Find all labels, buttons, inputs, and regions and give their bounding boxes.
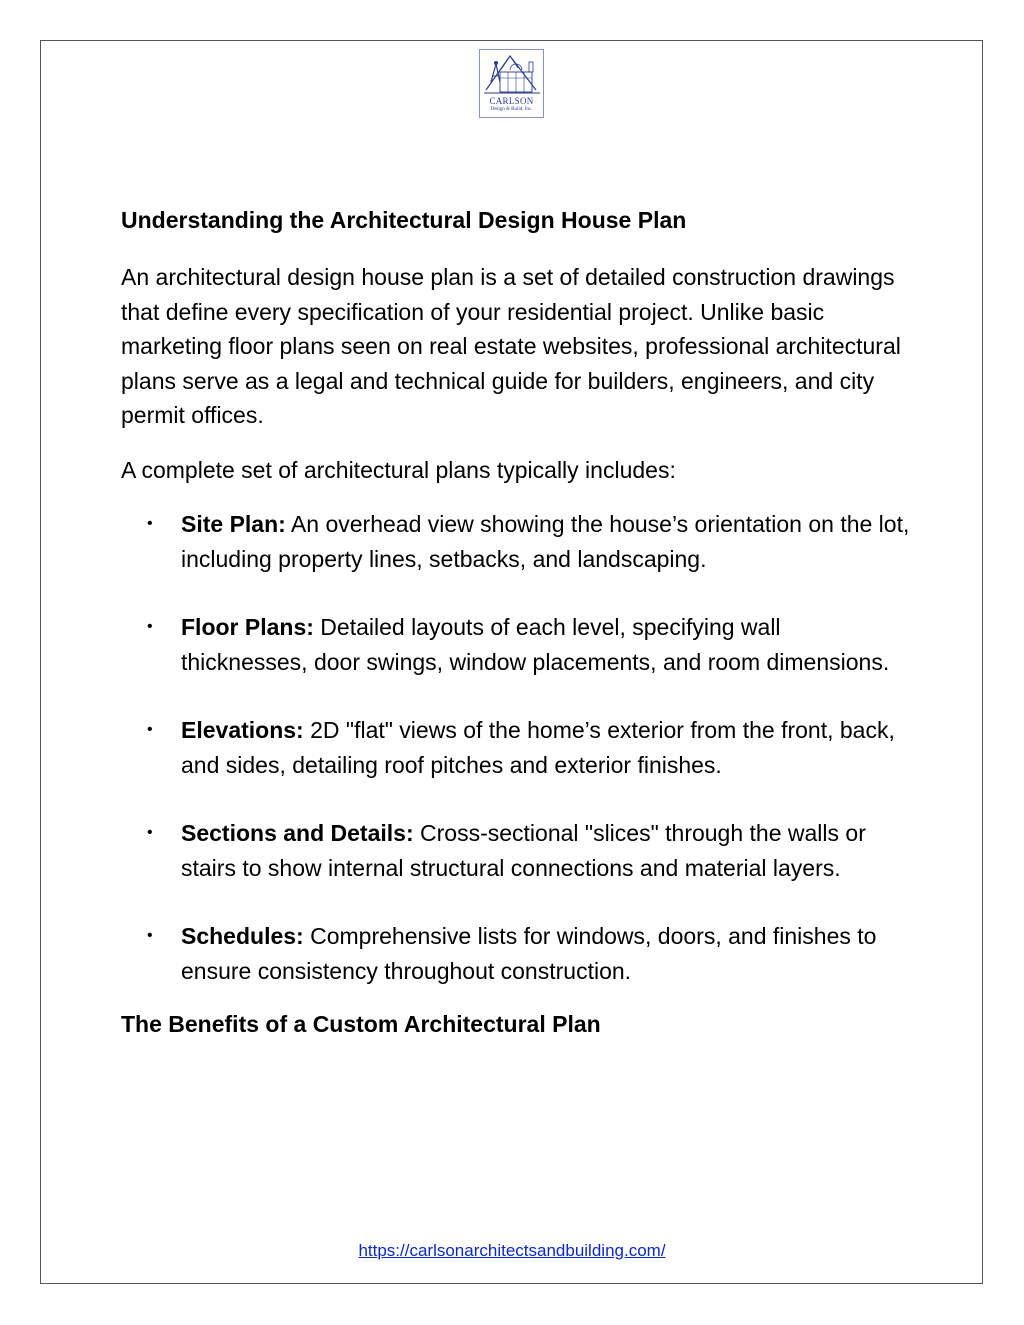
plan-components-list [121,507,911,988]
logo-company-subtitle: Design & Build, Inc. [490,107,533,112]
list-item-text: Detailed layouts of each level, specifying wall thicknesses, door swings, window placements, and room dimensions. [181,614,890,675]
list-item-term: Site Plan: [181,511,286,537]
list-item-term: Elevations: [181,717,304,743]
list-item-text: Cross-sectional "slices" through the walls or stairs to show internal structural connections and material layers. [181,820,866,881]
document-title: Understanding the Architectural Design House Plan [121,207,687,233]
list-item [121,507,911,576]
list-item [121,610,911,679]
footer [0,1241,1024,1261]
document-body [121,204,911,1040]
list-item [121,816,911,885]
list-intro-paragraph: A complete set of architectural plans typically includes: [121,456,676,483]
list-item [121,713,911,782]
section-subheading: The Benefits of a Custom Architectural Plan [121,1011,601,1037]
bullet-icon: • [147,618,153,635]
list-item-text: Comprehensive lists for windows, doors, and finishes to ensure consistency throughout construction. [181,923,877,984]
list-item-text: 2D "flat" views of the home’s exterior from the front, back, and sides, detailing roof pitches and exterior finishes. [181,717,895,778]
bullet-icon: • [147,824,153,841]
intro-paragraph: An architectural design house plan is a set of detailed construction drawings that define every specification of your residential project. Unlike basic marketing floor plans seen on real estate websites, professional architectural plans serve as a legal and technical guide for builders, engineers, and city permit offices. [121,264,901,428]
bullet-icon: • [147,927,153,944]
logo-company-name: CARLSON [489,96,534,106]
house-compass-logo-icon [480,50,545,96]
list-item-term: Schedules: [181,923,304,949]
list-item-text: An overhead view showing the house’s orientation on the lot, including property lines, setbacks, and landscaping. [181,511,910,572]
list-item [121,919,911,988]
website-link[interactable]: https://carlsonarchitectsandbuilding.com/ [358,1241,666,1260]
list-item-term: Sections and Details: [181,820,414,846]
bullet-icon: • [147,721,153,738]
company-logo [479,49,544,118]
bullet-icon: • [147,515,153,532]
list-item-term: Floor Plans: [181,614,314,640]
